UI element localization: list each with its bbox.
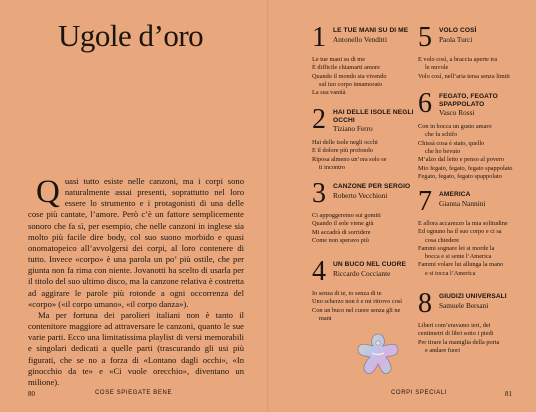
lyric-line: È difficile chiamarti amore xyxy=(312,64,380,72)
lyric-line: Liberi com’eravamo ieri, dei xyxy=(418,322,491,329)
drop-cap: Q xyxy=(36,174,60,210)
lyric-line: E volo così, a braccia aperte tra xyxy=(418,56,498,63)
page-number-right: 81 xyxy=(505,390,512,398)
song-header xyxy=(418,186,536,217)
song-number: 2 xyxy=(312,104,326,135)
song-meta xyxy=(330,260,406,278)
lyric-line: sul tuo corpo innamorato xyxy=(319,80,383,88)
lyric-line: Quando il sole viene giù xyxy=(312,220,374,228)
song-header xyxy=(418,288,536,319)
lyric-line: le nuvole xyxy=(425,64,449,72)
lyric-line: bocca e si sente l’America xyxy=(425,253,492,261)
song-meta xyxy=(330,26,408,44)
lyric-line: Mi accadrà di sorridere xyxy=(312,228,371,236)
song-entry-2 xyxy=(312,104,430,172)
song-title: VOLO COSÌ xyxy=(439,27,477,34)
lyric-line: Come non speravo più xyxy=(312,236,369,244)
song-lyrics xyxy=(312,56,430,97)
song-lyrics xyxy=(418,56,536,81)
lyric-line: Chissà cosa è stato, quello xyxy=(418,139,485,147)
song-entry-6 xyxy=(418,88,536,181)
lyric-line: Per tirare la maniglia della porta xyxy=(418,338,500,346)
lyric-line: Fammi sognare lei si morde la xyxy=(418,244,495,252)
song-lyrics xyxy=(418,123,536,181)
song-lyrics xyxy=(418,220,536,278)
song-meta xyxy=(436,190,485,208)
lyric-line: Riposa almeno un’ora solo se xyxy=(312,155,387,163)
lyric-line: Con in bocca un gusto amaro xyxy=(418,123,492,131)
lyric-line: e si tocca l’America xyxy=(425,269,476,277)
holographic-figure-icon xyxy=(350,326,406,382)
lyric-line: che fa schifo xyxy=(425,131,458,139)
song-number: 7 xyxy=(418,186,432,217)
page-number-left: 80 xyxy=(28,390,35,398)
lyric-line: centimetri di libri sotto i piedi xyxy=(418,330,494,338)
song-meta xyxy=(330,182,410,200)
song-meta xyxy=(436,92,536,117)
song-title: UN BUCO NEL CUORE xyxy=(333,261,407,268)
lyric-line: Io senza di te, io senza di te xyxy=(312,290,382,297)
song-entry-3 xyxy=(312,178,430,245)
lyric-line: Fegato, fegato, fegato spappolato xyxy=(418,172,502,180)
song-title: FEGATO, FEGATO SPAPPOLATO xyxy=(439,93,498,108)
song-entry-7 xyxy=(418,186,536,278)
article-body xyxy=(28,176,244,388)
lyric-line: E il dolore più profondo xyxy=(312,147,373,155)
song-artist: Samuele Bersani xyxy=(439,300,489,310)
song-number: 3 xyxy=(312,178,326,209)
song-title: LE TUE MANI SU DI ME xyxy=(333,27,409,34)
song-number: 8 xyxy=(418,288,432,319)
song-entry-5 xyxy=(418,22,536,81)
page-title: Ugole d’oro xyxy=(58,18,204,53)
lyric-line: Ed ognuno ha il suo corpo e ci sa xyxy=(418,228,502,236)
song-artist: Roberto Vecchioni xyxy=(333,190,388,200)
lyric-line: Hai delle isole negli occhi xyxy=(312,139,378,147)
song-lyrics xyxy=(312,139,430,172)
lyric-line: cosa chiedere xyxy=(425,236,460,244)
song-number: 4 xyxy=(312,256,326,287)
lyric-line: mani xyxy=(319,314,332,322)
running-footer-left: COSE SPIEGATE BENE xyxy=(95,390,173,396)
song-header xyxy=(418,22,536,53)
right-page xyxy=(268,0,536,412)
song-title: AMERICA xyxy=(439,191,471,198)
song-artist: Tiziano Ferro xyxy=(333,124,373,134)
lyric-line: Quando il mondo sta vivendo xyxy=(312,72,387,80)
lyric-line: e andare fuori xyxy=(425,346,460,354)
song-artist: Paola Turci xyxy=(439,34,473,44)
song-meta xyxy=(330,108,430,133)
lyric-line: Uno scherzo non è e mi ritrovo così xyxy=(312,298,403,306)
lyric-line: E allora accarezzo la mia solitudine xyxy=(418,220,508,227)
song-entry-1 xyxy=(312,22,430,97)
song-lyrics xyxy=(312,212,430,245)
song-meta xyxy=(436,292,507,310)
song-title: CANZONE PER SERGIO xyxy=(333,183,411,190)
paragraph-2: Ma per fortuna dei parolieri italiani non è tanto il contenitore maggiore ad attraversare le canzoni, quanto le sue varie parti. Ecco una limitatissima playlist di versi memorabili e singolari dedicati a quelle parti (trascurando gli usi più figurati, che se no a forza di «Lontano dagli occhi», «In ginocchio da te» e «Ci vuole orecchio», diventano un milione). xyxy=(28,309,244,387)
lyric-line: Ci appoggeremo sui gomiti xyxy=(312,212,381,219)
song-artist: Vasco Rossi xyxy=(439,108,475,118)
paragraph-1-text: uasi tutto esiste nelle canzoni, ma i corpi sono naturalmente assai presenti, soprattutto nel loro essere lo strumento e i protagonisti di una delle cose più cantate, l’amore. Però c’è un fattore semplicemente sonoro che fa sì, per esempio, che nelle canzoni in inglese sia molto più facile dire body, col suo suono morbido e quasi onomatopeico all’avvolgersi dei corpi, al loro contenere di tutto. Invece «corpo» è una parola un po’ più ostile, che per giunta non fa rima con niente. Jovanotti ha scelto di usarla per il titolo del suo ultimo disco, ma la canzone relativa è costretta ad aggirare le parole più rotonde a ogni occorrenza del «corpo» («il corpo umano», «il corpo danza»). xyxy=(28,176,244,309)
lyric-line: Mio fegato, fegato, fegato spappolato xyxy=(418,164,513,172)
song-lyrics xyxy=(418,322,536,355)
song-meta xyxy=(436,26,477,44)
song-title: HAI DELLE ISOLE NEGLI OCCHI xyxy=(333,109,414,124)
song-header xyxy=(312,22,430,53)
lyric-line: M’alzo dal letto e penso al povero xyxy=(418,156,505,164)
lyric-line: La sua vanità xyxy=(312,89,346,97)
song-header xyxy=(418,88,536,119)
song-header xyxy=(312,178,430,209)
song-entry-4 xyxy=(312,256,430,323)
lyric-line: Fammi volare lui allunga la mano xyxy=(418,261,504,269)
song-header xyxy=(312,256,430,287)
song-number: 5 xyxy=(418,22,432,53)
running-footer-right: CORPI SPECIALI xyxy=(391,390,448,396)
song-number: 1 xyxy=(312,22,326,53)
song-number: 6 xyxy=(418,88,432,119)
song-artist: Gianna Nannini xyxy=(439,198,486,208)
lyric-line: Le tue mani su di me xyxy=(312,56,365,63)
song-entry-8 xyxy=(418,288,536,355)
song-artist: Antonello Venditti xyxy=(333,34,387,44)
paragraph-1 xyxy=(28,176,244,310)
lyric-line: Volo così, nell’aria tersa senza limiti xyxy=(418,72,510,80)
song-title: GIUDIZI UNIVERSALI xyxy=(439,293,507,300)
song-lyrics xyxy=(312,290,430,323)
song-header xyxy=(312,104,430,135)
lyric-line: Con un buco nel cuore senza gli ne xyxy=(312,306,401,314)
lyric-line: che ho bevuto xyxy=(425,148,461,156)
song-artist: Riccardo Cocciante xyxy=(333,268,391,278)
lyric-line: ti incontro xyxy=(319,164,346,172)
